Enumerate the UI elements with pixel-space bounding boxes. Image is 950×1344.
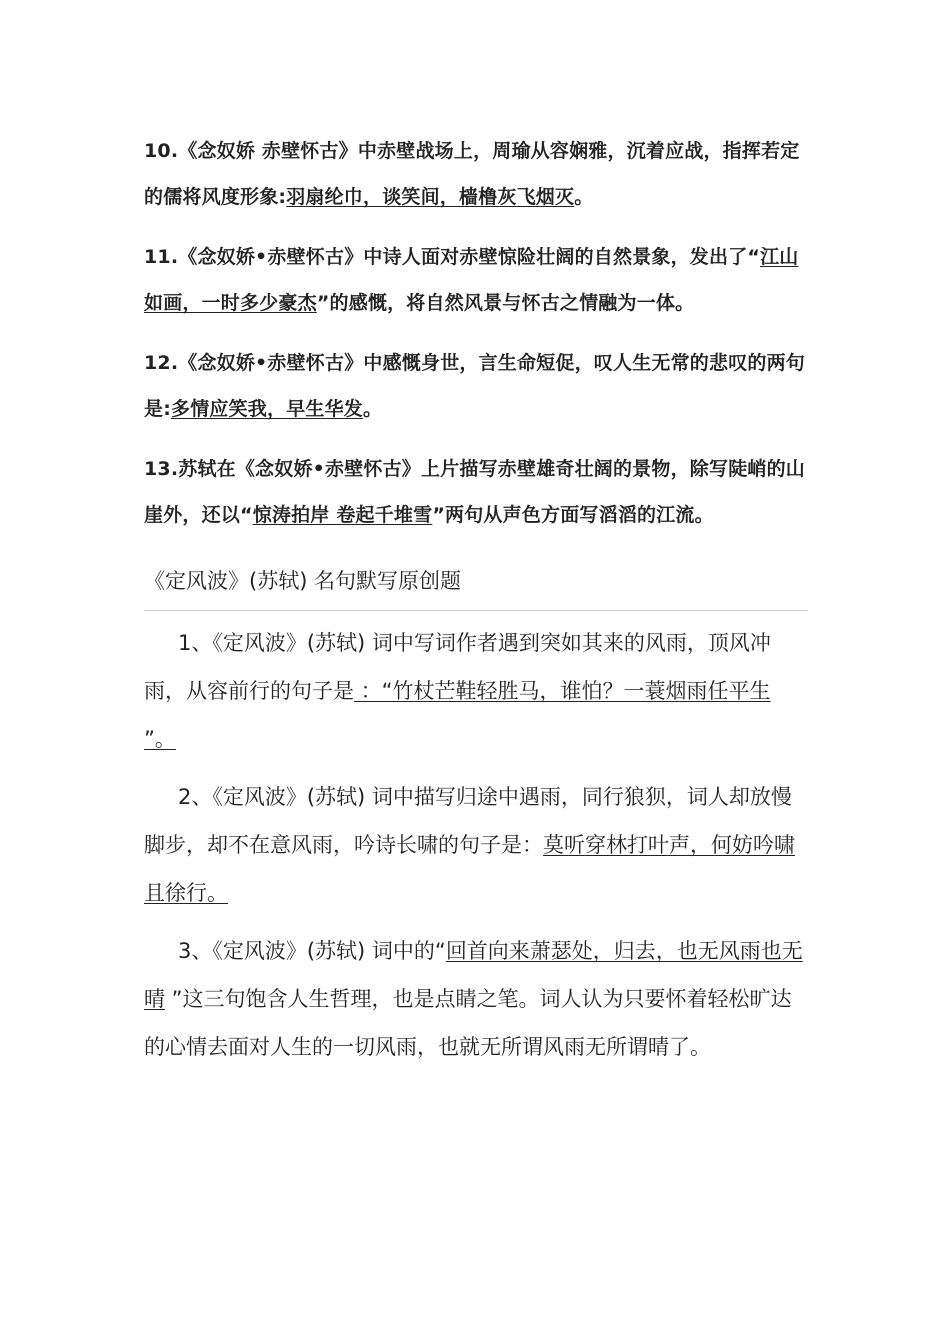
section-title: 《定风波》(苏轼) 名句默写原创题 bbox=[144, 566, 808, 611]
question-text: 12.《念奴娇•赤壁怀古》中感慨身世，言生命短促，叹人生无常的悲叹的两句是: bbox=[144, 352, 806, 420]
question-text: 3、《定风波》(苏轼) 词中的“ bbox=[178, 939, 446, 963]
question-text: 13.苏轼在《念奴娇•赤壁怀古》上片描写赤壁雄奇壮阔的景物，除写陡峭的山崖外，还以“ bbox=[144, 458, 806, 526]
question-text-end: 。 bbox=[363, 398, 383, 420]
dingfengbo-item-3 bbox=[144, 927, 808, 1071]
question-text-end: ”两句从声色方面写滔滔的江流。 bbox=[432, 504, 714, 526]
answer-text: 多情应笑我，早生华发 bbox=[171, 398, 364, 420]
dingfengbo-item-2 bbox=[144, 773, 808, 917]
dingfengbo-item-1 bbox=[144, 619, 808, 763]
answer-text: 莫听穿林打叶声，何妨吟啸且徐行。 bbox=[144, 833, 795, 905]
exercise-list-plain bbox=[144, 619, 808, 1071]
answer-text: 江山如画，一时多少豪杰 bbox=[144, 246, 799, 314]
question-text-end: ”的感慨，将自然风景与怀古之情融为一体。 bbox=[316, 292, 695, 314]
answer-text: 回首向来萧瑟处，归去，也无风雨也无晴 bbox=[144, 939, 803, 1011]
question-text: 2、《定风波》(苏轼) 词中描写归途中遇雨，同行狼狈，词人却放慢脚步，却不在意风雨，吟诗长啸的句子是： bbox=[144, 785, 792, 857]
answer-text: 惊涛拍岸 卷起千堆雪 bbox=[252, 504, 433, 526]
answer-text: ：“竹杖芒鞋轻胜马，谁怕？一蓑烟雨任平生 ”。 bbox=[144, 679, 771, 751]
answer-text: 羽扇纶巾，谈笑间，樯橹灰飞烟灭 bbox=[286, 186, 575, 208]
question-text: 11.《念奴娇•赤壁怀古》中诗人面对赤壁惊险壮阔的自然景象，发出了“ bbox=[144, 246, 761, 268]
question-text: 10.《念奴娇 赤壁怀古》中赤壁战场上，周瑜从容娴雅，沉着应战，指挥若定的儒将风度形象: bbox=[144, 140, 800, 208]
exercise-item-13 bbox=[144, 446, 808, 538]
exercise-list-bold bbox=[144, 128, 808, 538]
question-text-end: ”这三句饱含人生哲理，也是点睛之笔。词人认为只要怀着轻松旷达的心情去面对人生的一切风雨，也就无所谓风雨无所谓晴了。 bbox=[144, 987, 792, 1059]
exercise-item-10 bbox=[144, 128, 808, 220]
question-text-end: 。 bbox=[574, 186, 594, 208]
exercise-item-11 bbox=[144, 234, 808, 326]
exercise-item-12 bbox=[144, 340, 808, 432]
question-text: 1、《定风波》(苏轼) 词中写词作者遇到突如其来的风雨，顶风冲雨，从容前行的句子是 bbox=[144, 631, 771, 703]
document-page bbox=[144, 128, 808, 1081]
